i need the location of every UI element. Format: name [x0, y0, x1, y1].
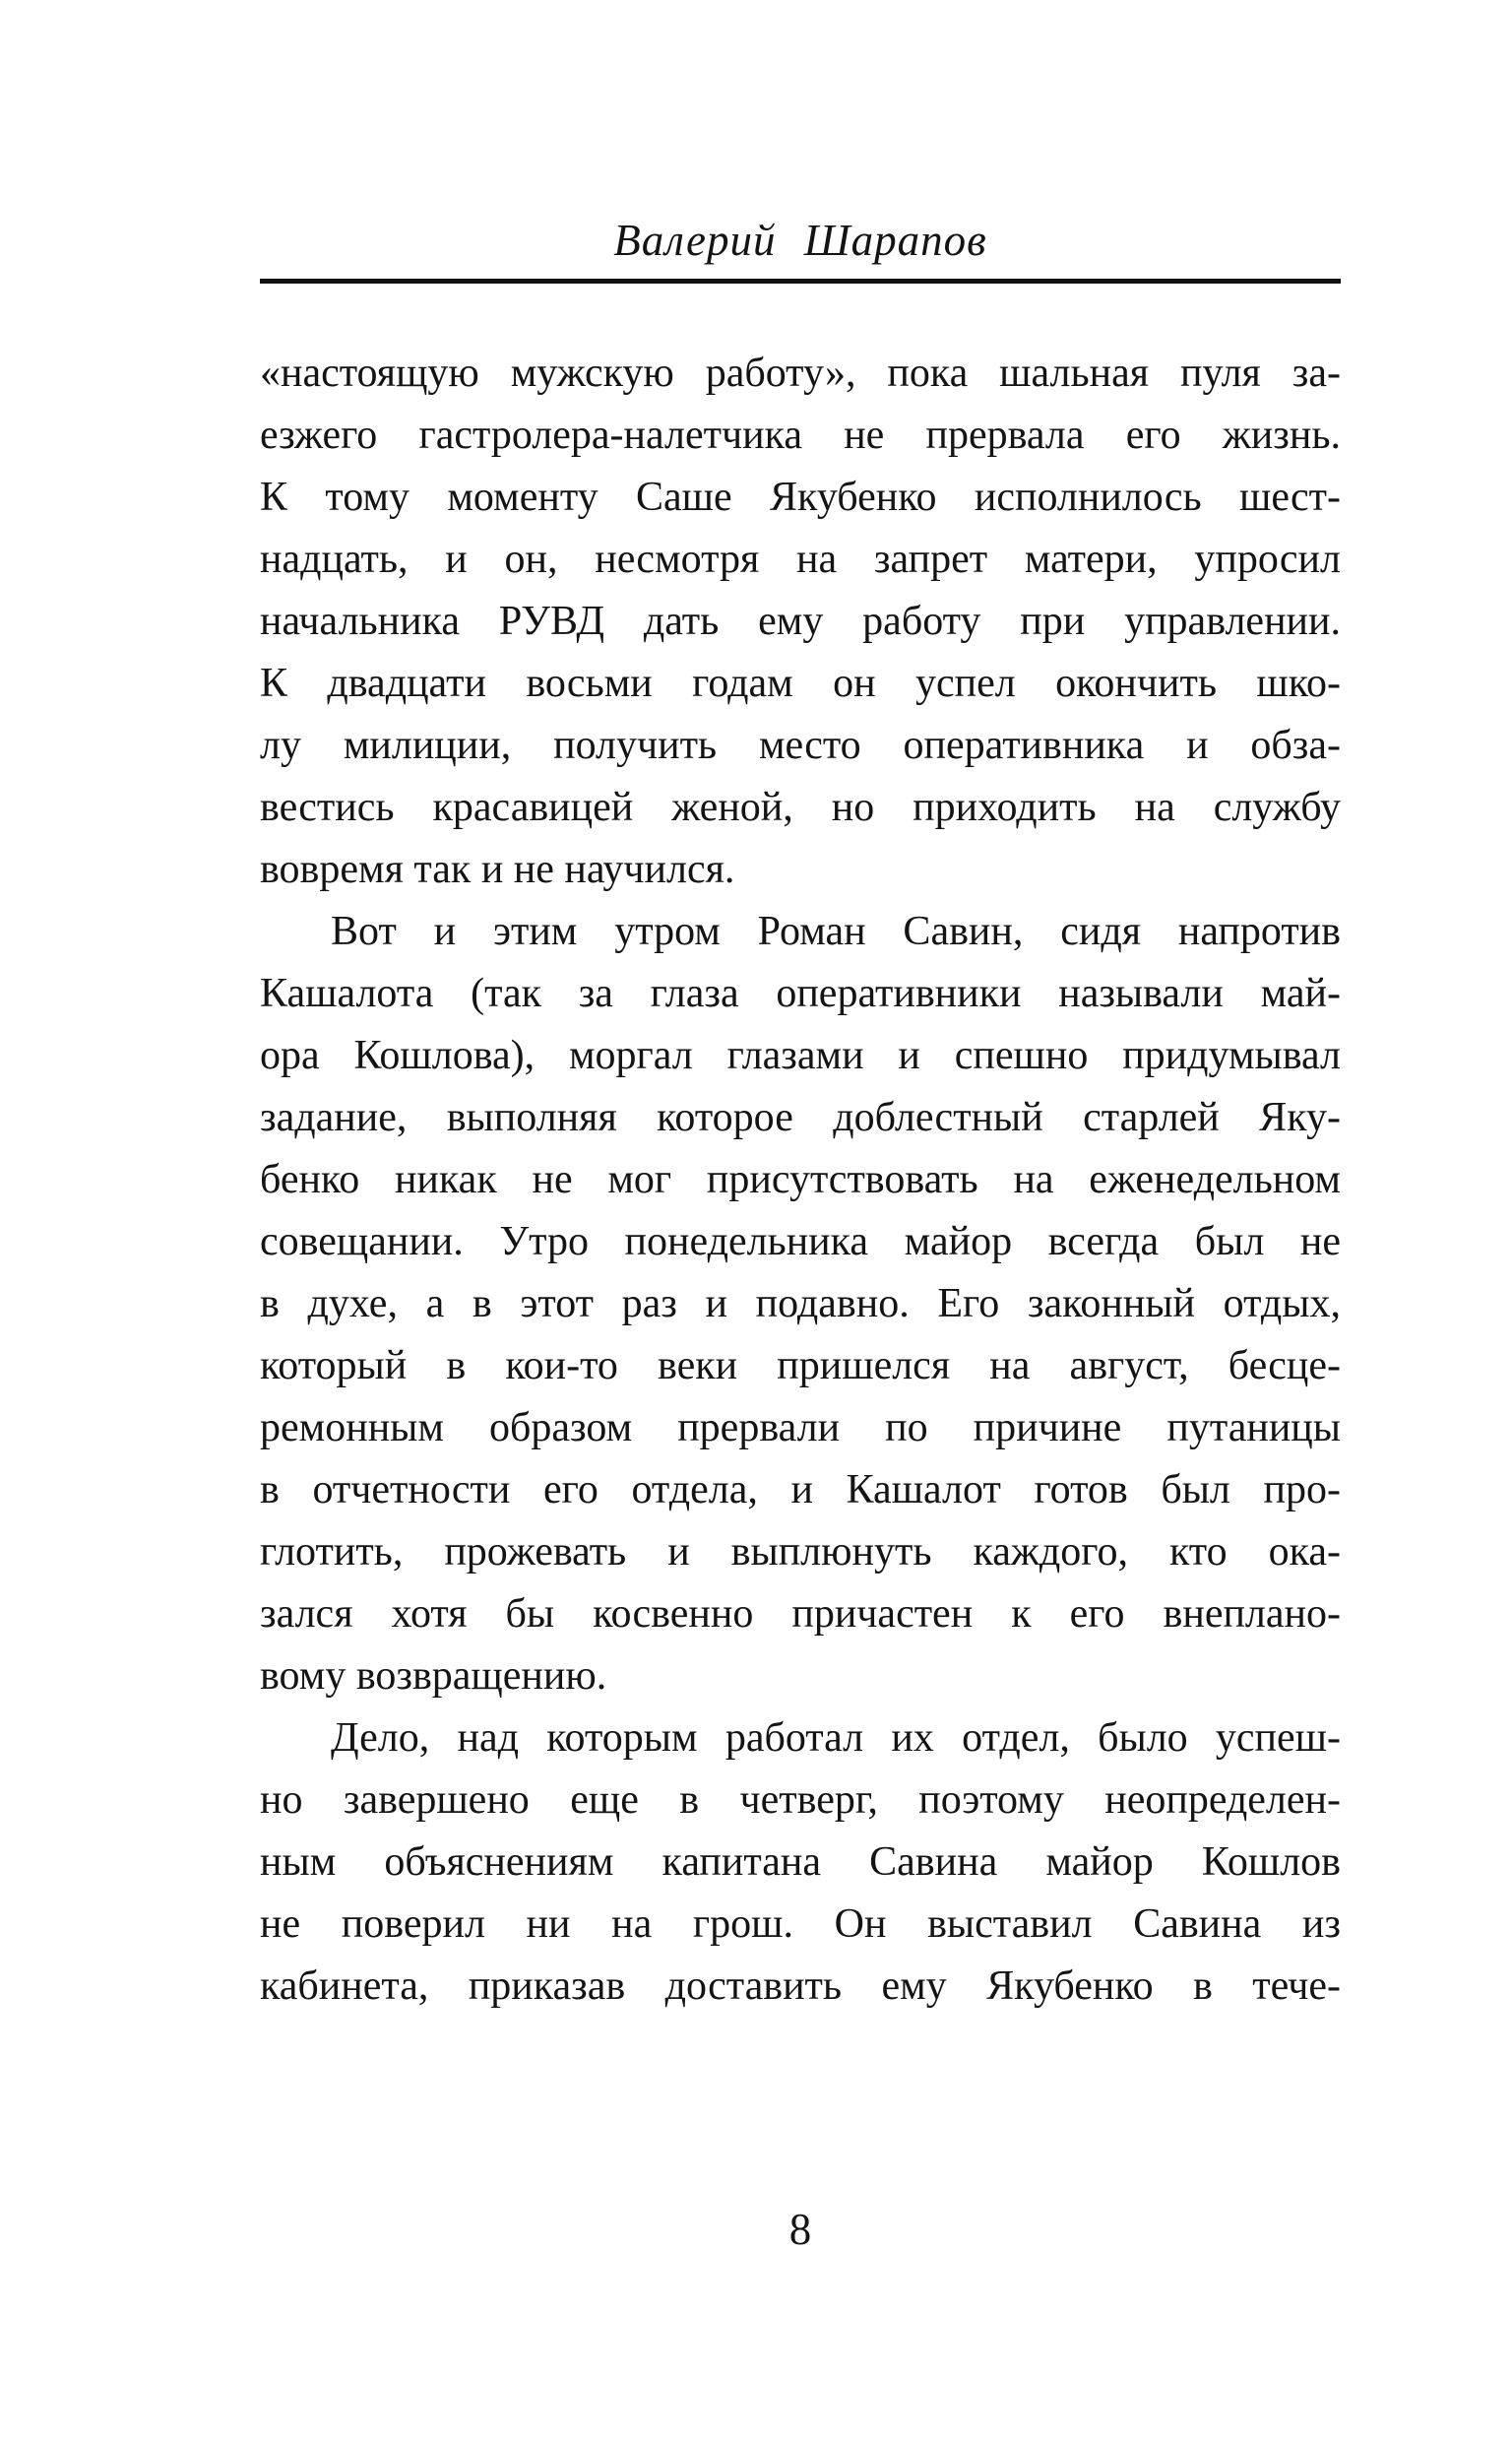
text-line: К тому моменту Саше Якубенко исполнилось шест- [260, 475, 1341, 520]
running-header: Валерий Шарапов [613, 216, 987, 265]
text-line: в духе, а в этот раз и подавно. Его законный отдых, [260, 1281, 1341, 1326]
text-line: глотить, прожевать и выплюнуть каждого, кто ока- [260, 1529, 1341, 1575]
text-line: вовремя так и не научился. [260, 847, 735, 892]
header-rule-divider [260, 279, 1341, 284]
text-line: ремонным образом прервали по причине путаницы [260, 1405, 1341, 1450]
text-line: ным объяснениям капитана Савина майор Кошлов [260, 1839, 1341, 1885]
text-line: езжего гастролера-налетчика не прервала его жизнь. [260, 413, 1341, 458]
text-line: задание, выполняя которое доблестный старлей Яку- [260, 1095, 1341, 1140]
text-line: вестись красавицей женой, но приходить на службу [260, 785, 1341, 830]
text-line: Дело, над которым работал их отдел, было успеш- [331, 1715, 1341, 1761]
text-line: но завершено еще в четверг, поэтому неопределен- [260, 1777, 1341, 1823]
page-number: 8 [788, 2205, 812, 2254]
text-line: зался хотя бы косвенно причастен к его внеплано- [260, 1591, 1341, 1637]
text-line: кабинета, приказав доставить ему Якубенко в тече- [260, 1963, 1341, 2009]
text-line: Вот и этим утром Роман Савин, сидя напротив [331, 909, 1341, 954]
text-line: совещании. Утро понедельника майор всегда был не [260, 1219, 1341, 1264]
text-line: который в кои-то веки пришелся на август, бесце- [260, 1343, 1341, 1388]
text-line: Кашалота (так за глаза оперативники называли май- [260, 971, 1341, 1016]
text-line: ора Кошлова), моргал глазами и спешно придумывал [260, 1033, 1341, 1078]
text-line: надцать, и он, несмотря на запрет матери, упросил [260, 537, 1341, 582]
text-line: не поверил ни на грош. Он выставил Савина из [260, 1901, 1341, 1947]
text-line: К двадцати восьми годам он успел окончить шко- [260, 661, 1341, 706]
body-text [260, 343, 1341, 2018]
text-line: начальника РУВД дать ему работу при управлении. [260, 599, 1341, 644]
text-line: бенко никак не мог присутствовать на еженедельном [260, 1157, 1341, 1202]
text-line: «настоящую мужскую работу», пока шальная пуля за- [260, 351, 1341, 396]
text-line: вому возвращению. [260, 1653, 607, 1699]
text-line: лу милиции, получить место оперативника и обза- [260, 723, 1341, 768]
text-line: в отчетности его отдела, и Кашалот готов был про- [260, 1467, 1341, 1512]
